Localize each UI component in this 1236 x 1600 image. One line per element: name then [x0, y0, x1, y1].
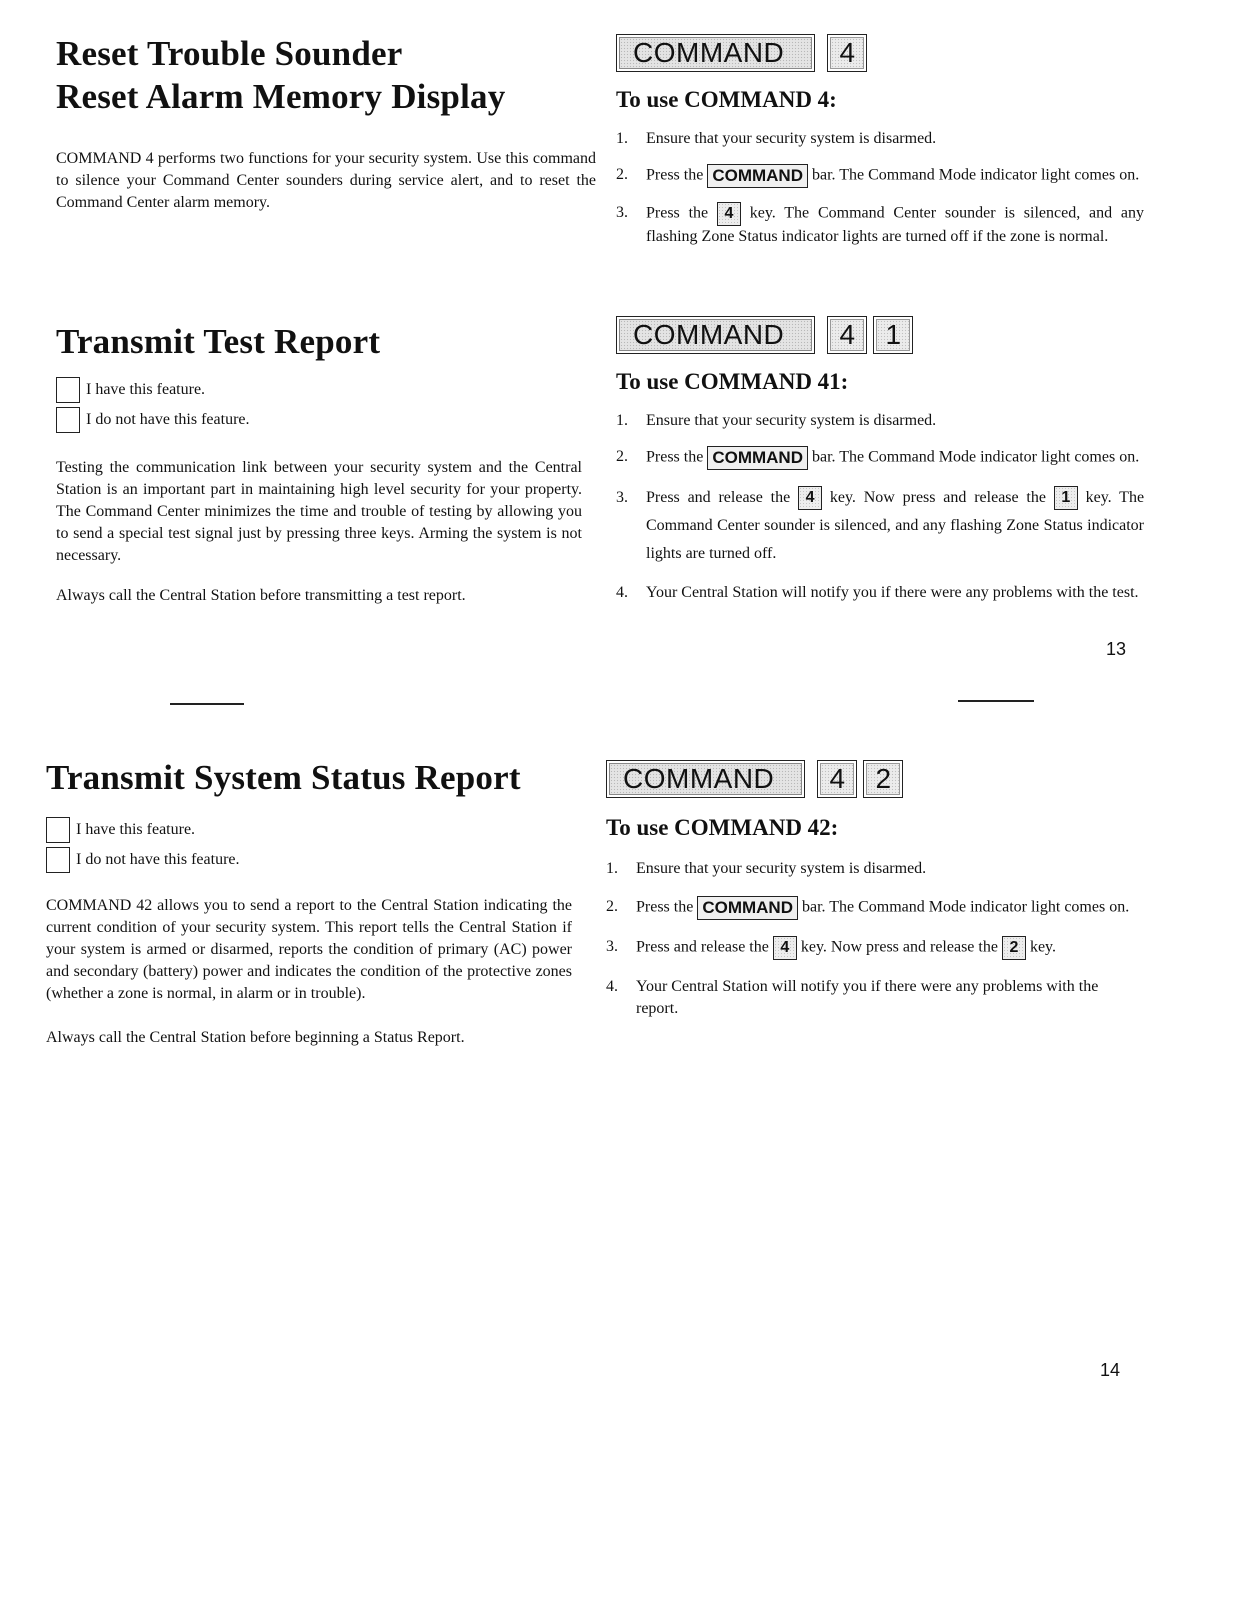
list-item	[616, 446, 1144, 470]
key-2: 2	[863, 760, 903, 798]
step-text: Ensure that your security system is disarmed.	[636, 860, 927, 877]
no-feature-checkbox[interactable]	[46, 847, 70, 873]
page-number-14: 14	[1100, 1360, 1121, 1380]
status-report-section	[46, 756, 572, 1049]
step-number: 4.	[616, 584, 628, 601]
step-text: Ensure that your security system is disarmed.	[646, 412, 937, 429]
transmit-test-section	[56, 320, 582, 607]
key-4: 4	[827, 316, 867, 354]
command41-heading: To use COMMAND 41:	[616, 369, 849, 394]
list-item	[606, 936, 1136, 960]
inline-key-1: 1	[1054, 486, 1078, 510]
status-note-paragraph: Always call the Central Station before beginning a Status Report.	[46, 1029, 465, 1046]
section-title-reset-alarm: Reset Alarm Memory Display	[56, 77, 506, 116]
step-text: Press the	[636, 898, 694, 916]
command42-steps	[606, 858, 1136, 1020]
section-title-transmit-test: Transmit Test Report	[56, 322, 381, 361]
step-text: Press the	[646, 204, 709, 222]
no-feature-row	[56, 405, 582, 435]
list-item	[616, 410, 1144, 432]
step-text: bar. The Command Mode indicator light comes on.	[801, 898, 1130, 916]
inline-key-4: 4	[773, 936, 797, 960]
step-text: bar. The Command Mode indicator light comes on.	[811, 448, 1140, 466]
list-item	[616, 202, 1144, 248]
page13-left-column	[56, 32, 596, 214]
step-text: key. The Command Center sounder is silenced, and any flashing Zone Status indicator lights are turned off if the zone is normal.	[646, 204, 1144, 245]
step-number: 1.	[616, 130, 628, 147]
command-bar-key: COMMAND	[616, 316, 815, 354]
step-text: Press and release the	[646, 489, 791, 506]
list-item	[616, 128, 1144, 150]
section-title-status-report: Transmit System Status Report	[46, 758, 521, 797]
inline-command-bar: COMMAND	[707, 164, 808, 188]
step-number: 3.	[616, 204, 628, 221]
have-feature-row	[46, 815, 572, 845]
have-feature-label: I have this feature.	[76, 821, 196, 838]
step-text: Your Central Station will notify you if there were any problems with the test.	[646, 584, 1139, 601]
step-text: key. Now press and release the	[800, 938, 998, 956]
step-number: 2.	[606, 898, 618, 915]
command41-keyseq	[616, 316, 1144, 354]
step-number: 3.	[616, 489, 628, 506]
step-text: Press the	[646, 448, 704, 466]
page-divider-mark-left	[170, 703, 244, 705]
step-text: Your Central Station will notify you if there were any problems with the report.	[636, 978, 1099, 1017]
command4-keyseq	[616, 34, 1144, 72]
step-number: 3.	[606, 938, 618, 955]
inline-command-bar: COMMAND	[707, 446, 808, 470]
step-number: 2.	[616, 166, 628, 183]
list-item	[616, 484, 1144, 568]
command4-section	[616, 34, 1144, 248]
section-title-reset-trouble: Reset Trouble Sounder	[56, 34, 403, 73]
command42-heading: To use COMMAND 42:	[606, 815, 839, 840]
have-feature-row	[56, 375, 582, 405]
key-4: 4	[817, 760, 857, 798]
no-feature-row	[46, 845, 572, 875]
step-text: Press the	[646, 166, 704, 184]
command42-section	[606, 760, 1136, 1020]
list-item	[606, 976, 1136, 1020]
test-note-paragraph: Always call the Central Station before transmitting a test report.	[56, 587, 466, 604]
step-number: 4.	[606, 978, 618, 995]
step-number: 2.	[616, 448, 628, 465]
key-1: 1	[873, 316, 913, 354]
step-number: 1.	[616, 412, 628, 429]
test-body-paragraph: Testing the communication link between your security system and the Central Station is an important part in maintaining high level security for your property. The Command Center minimizes the time and trouble of testing by allowing you to send a special test signal just by pressing three keys. Arming the system is not necessary.	[56, 459, 582, 564]
step-text: Ensure that your security system is disarmed.	[646, 130, 937, 147]
command41-section	[616, 316, 1144, 604]
no-feature-label: I do not have this feature.	[76, 851, 240, 868]
page-divider-mark-right	[958, 700, 1034, 702]
step-text: key. The Command Center sounder is silenced, and any flashing Zone Status indicator lights are turned off.	[646, 489, 1145, 562]
list-item	[616, 164, 1144, 188]
list-item	[606, 896, 1136, 920]
inline-key-4: 4	[717, 202, 741, 226]
inline-key-2: 2	[1002, 936, 1026, 960]
command-bar-key: COMMAND	[606, 760, 805, 798]
inline-key-4: 4	[798, 486, 822, 510]
have-feature-label: I have this feature.	[86, 381, 206, 398]
key-4: 4	[827, 34, 867, 72]
page-number-13: 13	[1106, 639, 1127, 659]
command-bar-key: COMMAND	[616, 34, 815, 72]
step-text: key. Now press and release the	[829, 489, 1046, 506]
command4-steps	[616, 128, 1144, 248]
no-feature-label: I do not have this feature.	[86, 411, 250, 428]
command4-heading: To use COMMAND 4:	[616, 87, 837, 112]
list-item	[606, 858, 1136, 880]
step-text: key.	[1029, 938, 1057, 956]
inline-command-bar: COMMAND	[697, 896, 798, 920]
no-feature-checkbox[interactable]	[56, 407, 80, 433]
command42-keyseq	[606, 760, 1136, 798]
reset-intro-paragraph: COMMAND 4 performs two functions for your security system. Use this command to silence your Command Center sounders during service alert, and to reset the Command Center alarm memory.	[56, 150, 596, 211]
have-feature-checkbox[interactable]	[56, 377, 80, 403]
have-feature-checkbox[interactable]	[46, 817, 70, 843]
step-text: Press and release the	[636, 938, 769, 956]
step-text: bar. The Command Mode indicator light comes on.	[811, 166, 1140, 184]
step-number: 1.	[606, 860, 618, 877]
list-item	[616, 582, 1144, 604]
command41-steps	[616, 410, 1144, 604]
status-body-paragraph: COMMAND 42 allows you to send a report to the Central Station indicating the current condition of your security system. This report tells the Central Station if your system is armed or disarmed, reports the condition of primary (AC) power and secondary (battery) power and indicates the condition of the protective zones (whether a zone is normal, in alarm or in trouble).	[46, 897, 572, 1002]
